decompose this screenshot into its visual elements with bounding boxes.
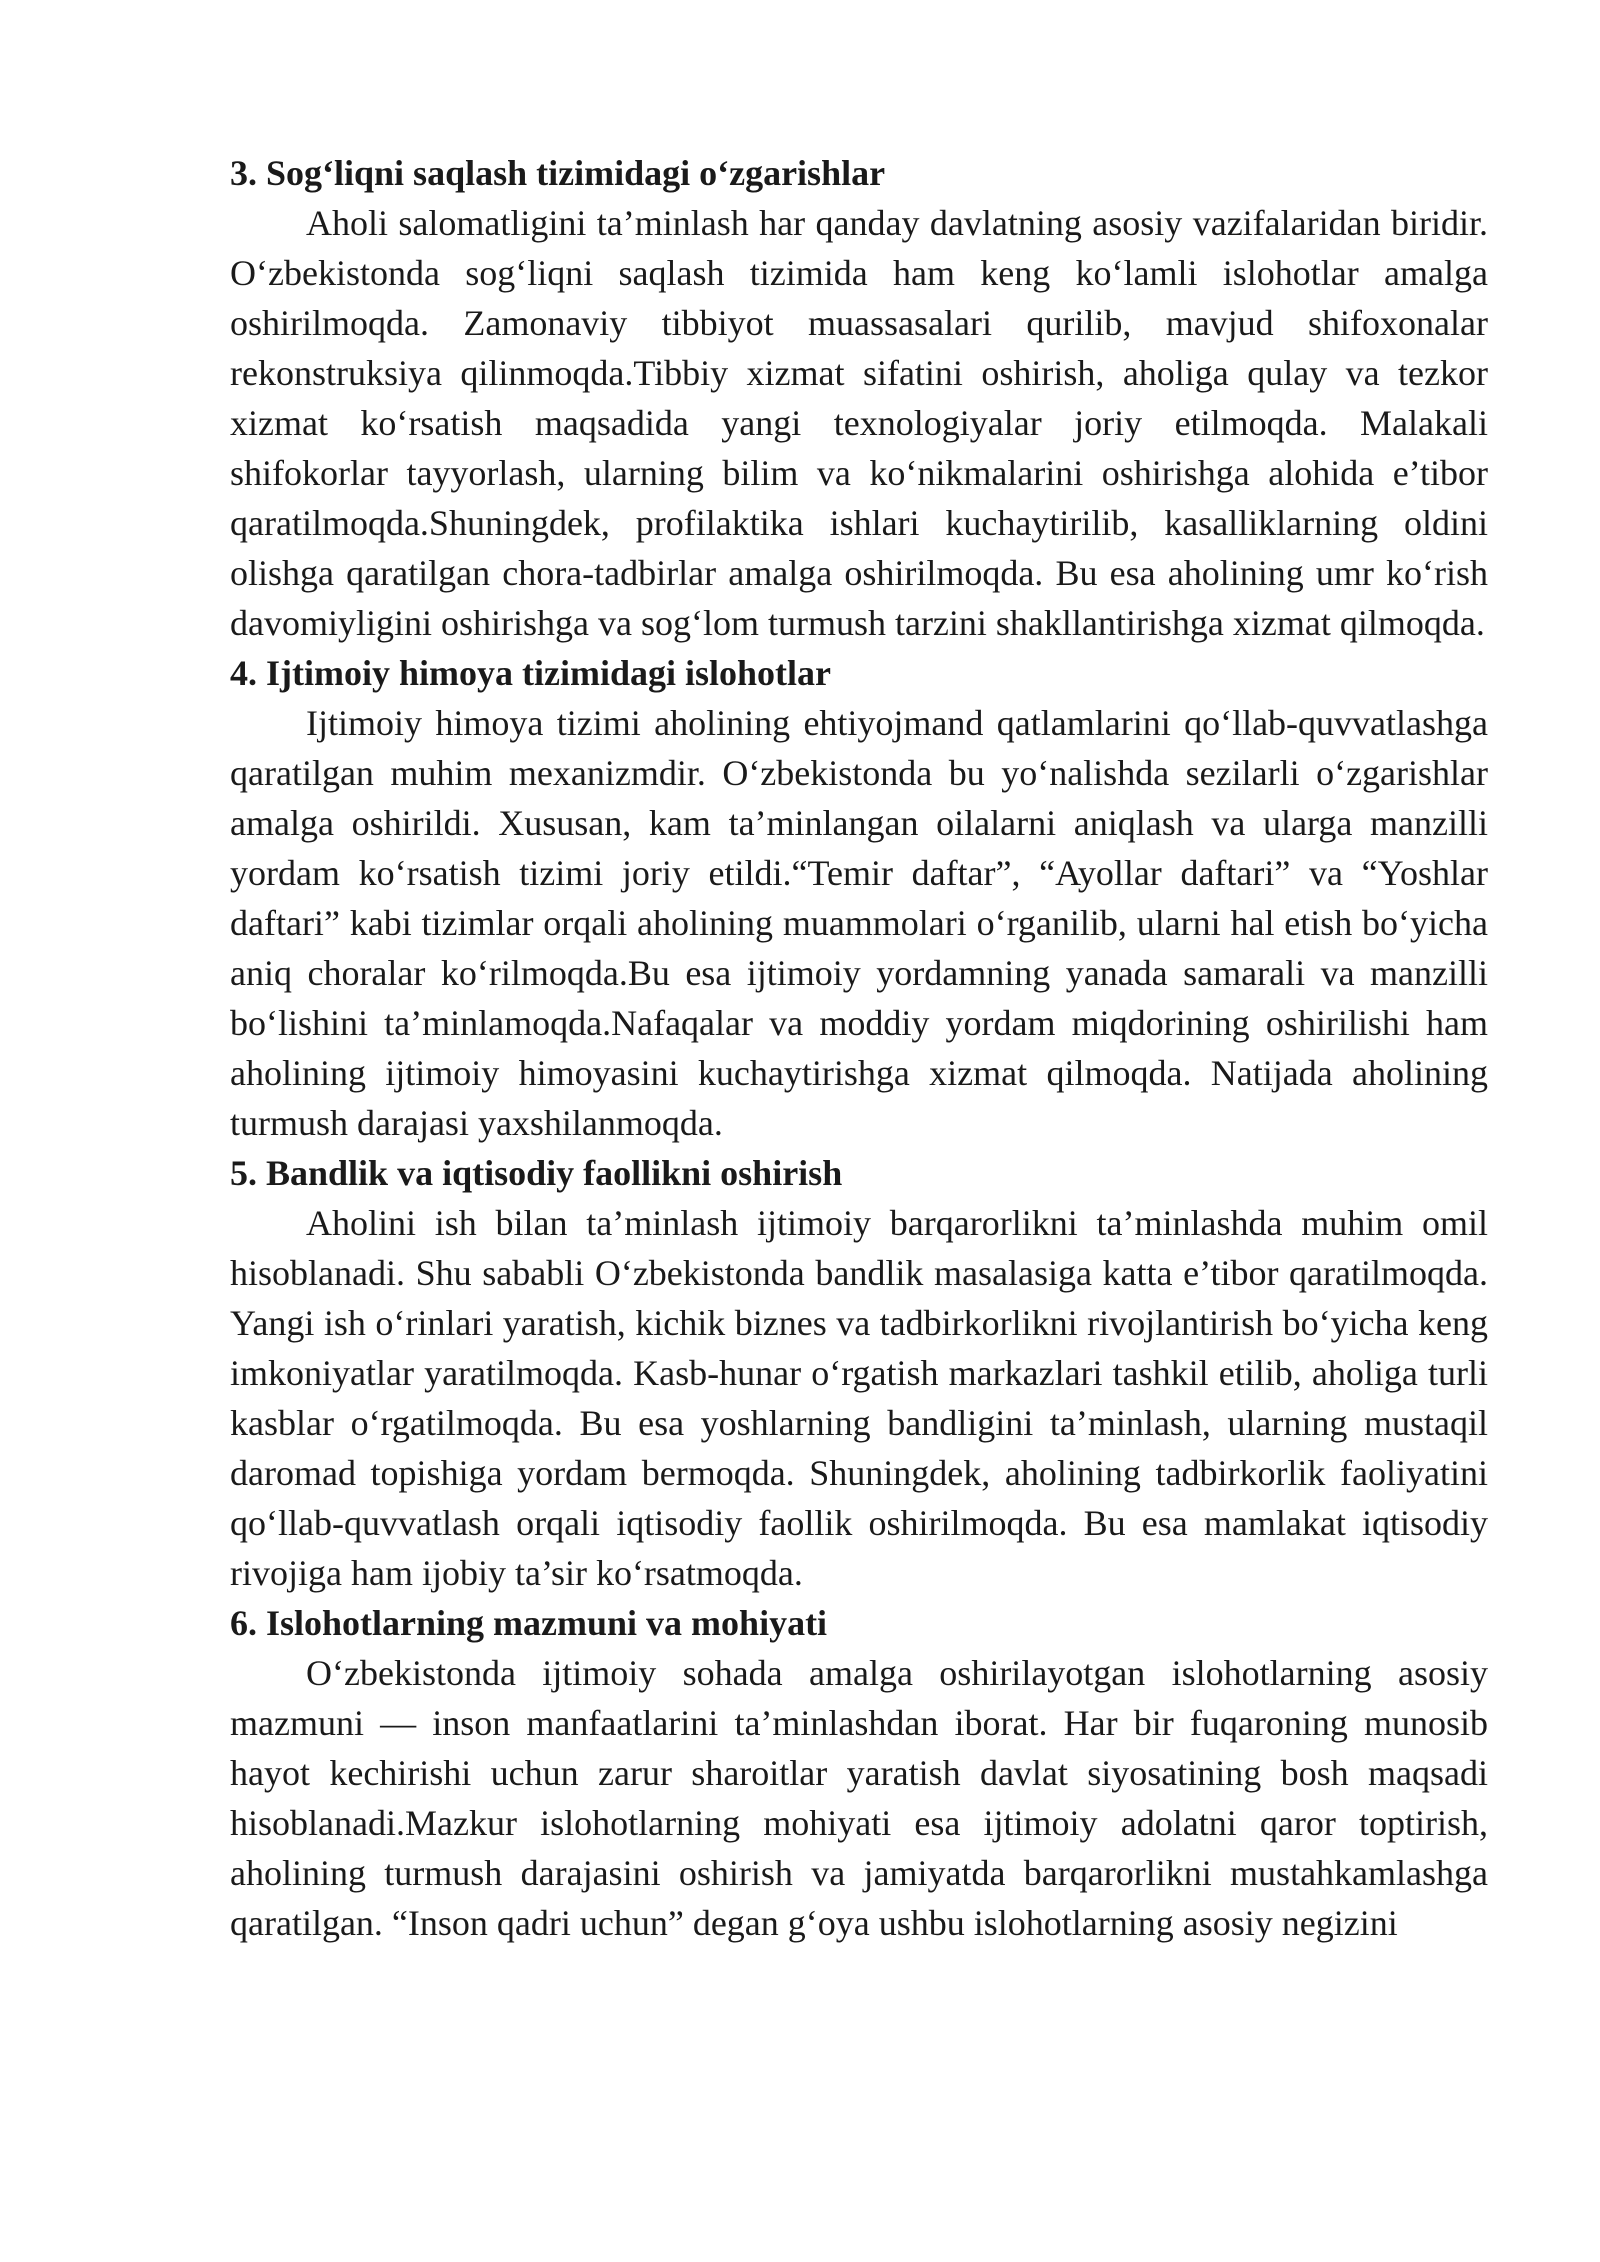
section-heading: 6. Islohotlarning mazmuni va mohiyati xyxy=(230,1603,828,1643)
section-paragraph: Aholini ish bilan ta’minlash ijtimoiy barqarorlikni ta’minlashda muhim omil hisoblanadi. Shu sababli O‘zbekistonda bandlik masalasiga katta e’tibor qaratilmoqda. Yangi ish o‘rinlari yaratish, kichik biznes va tadbirkorlikni rivojlantirish bo‘yicha keng imkoniyatlar yaratilmoqda. Kasb-hunar o‘rgatish markazlari tashkil etilib, aholiga turli kasblar o‘rgatilmoqda. Bu esa yoshlarning bandligini ta’minlash, ularning mustaqil daromad topishiga yordam bermoqda. Shuningdek, aholining tadbirkorlik faoliyatini qo‘llab-quvvatlash orqali iqtisodiy faollik oshirilmoqda. Bu esa mamlakat iqtisodiy rivojiga ham ijobiy ta’sir ko‘rsatmoqda. xyxy=(230,1203,1488,1593)
document-page xyxy=(230,148,1488,1948)
section-paragraph: Aholi salomatligini ta’minlash har qanday davlatning asosiy vazifalaridan biridir. O‘zbekistonda sog‘liqni saqlash tizimida ham keng ko‘lamli islohotlar amalga oshirilmoqda. Zamonaviy tibbiyot muassasalari qurilib, mavjud shifoxonalar rekonstruksiya qilinmoqda.Tibbiy xizmat sifatini oshirish, aholiga qulay va tezkor xizmat ko‘rsatish maqsadida yangi texnologiyalar joriy etilmoqda. Malakali shifokorlar tayyorlash, ularning bilim va ko‘nikmalarini oshirishga alohida e’tibor qaratilmoqda.Shuningdek, profilaktika ishlari kuchaytirilib, kasalliklarning oldini olishga qaratilgan chora-tadbirlar amalga oshirilmoqda. Bu esa aholining umr ko‘rish davomiyligini oshirishga va sog‘lom turmush tarzini shakllantirishga xizmat qilmoqda. xyxy=(230,203,1488,643)
section-heading: 4. Ijtimoiy himoya tizimidagi islohotlar xyxy=(230,653,831,693)
section-paragraph: Ijtimoiy himoya tizimi aholining ehtiyojmand qatlamlarini qo‘llab-quvvatlashga qaratilgan muhim mexanizmdir. O‘zbekistonda bu yo‘nalishda sezilarli o‘zgarishlar amalga oshirildi. Xususan, kam ta’minlangan oilalarni aniqlash va ularga manzilli yordam ko‘rsatish tizimi joriy etildi.“Temir daftar”, “Ayollar daftari” va “Yoshlar daftari” kabi tizimlar orqali aholining muammolari o‘rganilib, ularni hal etish bo‘yicha aniq choralar ko‘rilmoqda.Bu esa ijtimoiy yordamning yanada samarali va manzilli bo‘lishini ta’minlamoqda.Nafaqalar va moddiy yordam miqdorining oshirilishi ham aholining ijtimoiy himoyasini kuchaytirishga xizmat qilmoqda. Natijada aholining turmush darajasi yaxshilanmoqda. xyxy=(230,703,1488,1143)
section-5 xyxy=(230,1148,1488,1598)
section-4 xyxy=(230,648,1488,1148)
section-paragraph: O‘zbekistonda ijtimoiy sohada amalga oshirilayotgan islohotlarning asosiy mazmuni — inson manfaatlarini ta’minlashdan iborat. Har bir fuqaroning munosib hayot kechirishi uchun zarur sharoitlar yaratish davlat siyosatining bosh maqsadi hisoblanadi.Mazkur islohotlarning mohiyati esa ijtimoiy adolatni qaror toptirish, aholining turmush darajasini oshirish va jamiyatda barqarorlikni mustahkamlashga qaratilgan. “Inson qadri uchun” degan g‘oya ushbu islohotlarning asosiy negizini xyxy=(230,1653,1488,1943)
section-3 xyxy=(230,148,1488,648)
section-6 xyxy=(230,1598,1488,1948)
section-heading: 5. Bandlik va iqtisodiy faollikni oshirish xyxy=(230,1153,843,1193)
section-heading: 3. Sog‘liqni saqlash tizimidagi o‘zgarishlar xyxy=(230,153,886,193)
